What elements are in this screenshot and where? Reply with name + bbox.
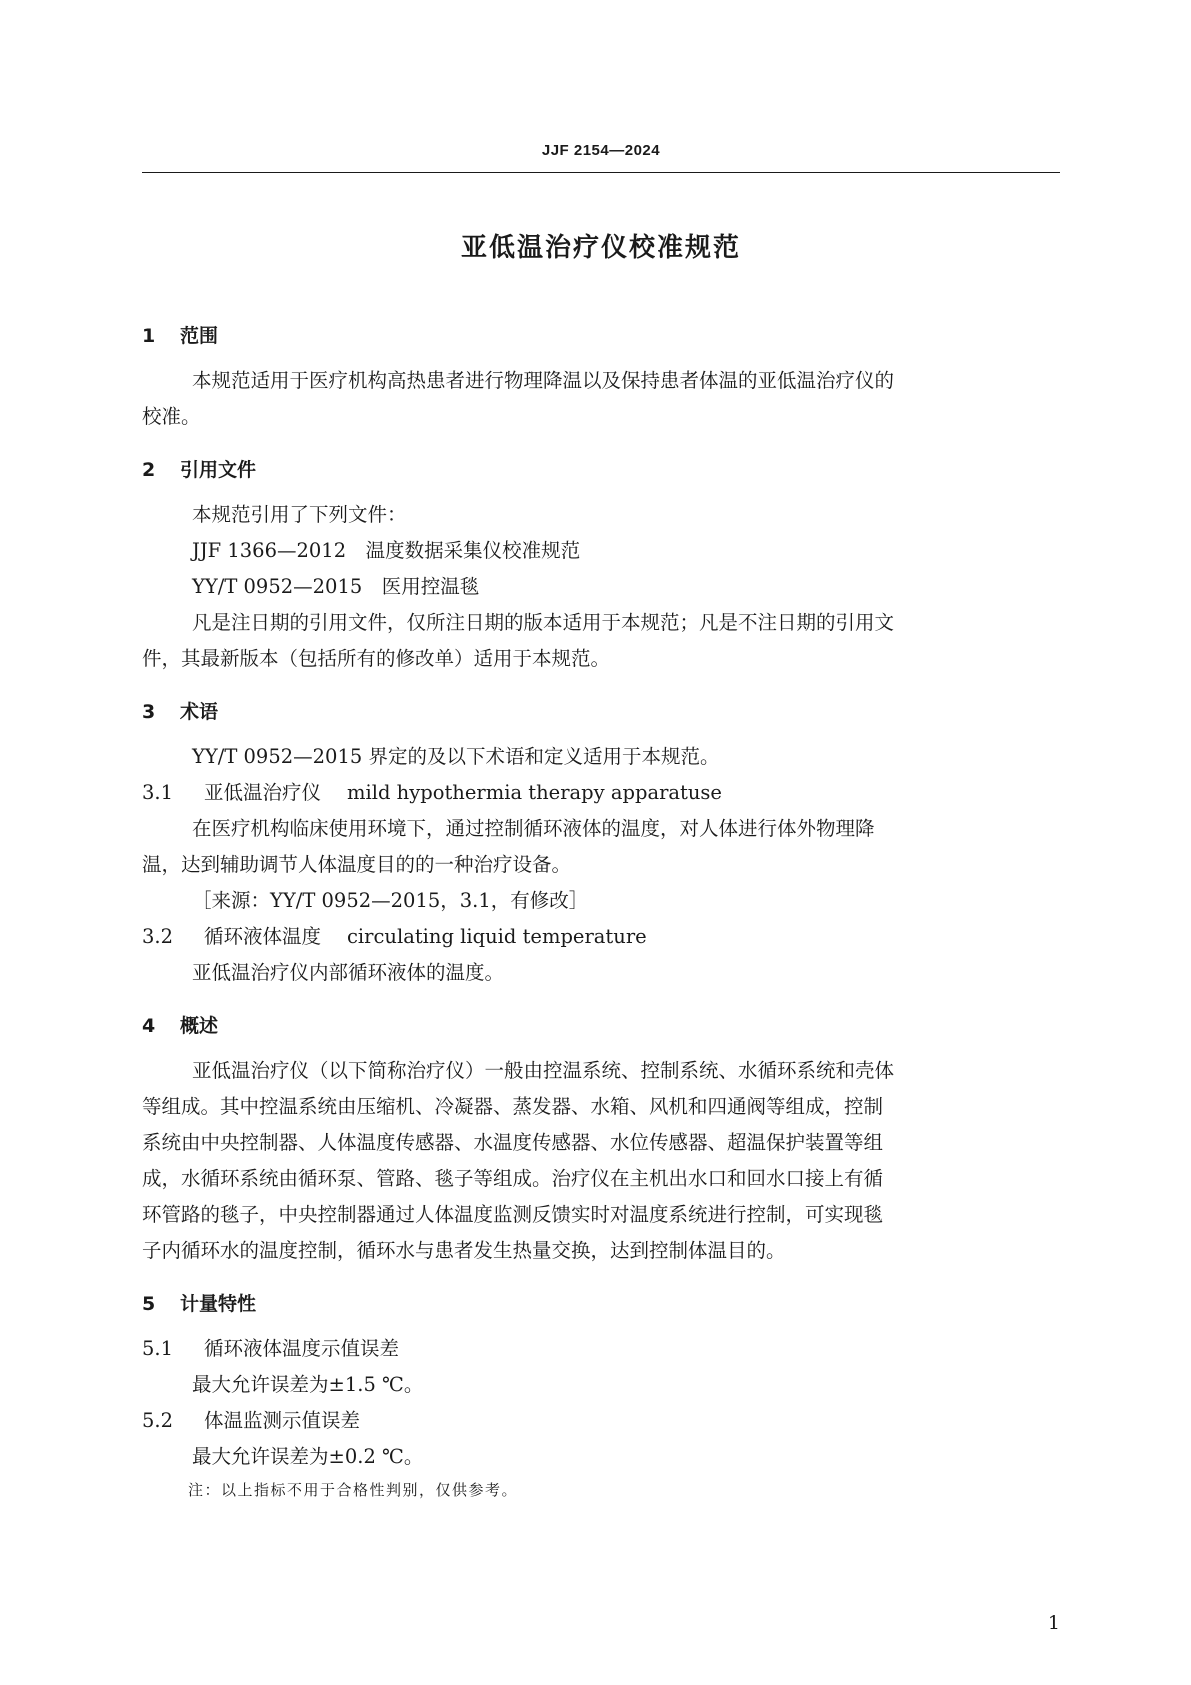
paragraph-line: YY/T 0952—2015 界定的及以下术语和定义适用于本规范。: [192, 745, 720, 768]
paragraph-line: 系统由中央控制器、人体温度传感器、水温度传感器、水位传感器、超温保护装置等组: [142, 1131, 884, 1154]
section-heading-3: [142, 694, 1060, 730]
section-heading-2: [142, 452, 1060, 488]
section-number: 3: [142, 701, 156, 723]
document-title: 亚低温治疗仪校准规范: [460, 233, 741, 263]
section-number: 5: [142, 1293, 156, 1315]
note: 注：以上指标不用于合格性判别，仅供参考。: [188, 1481, 519, 1499]
paragraph-line: 温，达到辅助调节人体温度目的的一种治疗设备。: [142, 853, 572, 876]
paragraph-line: 最大允许误差为±0.2 ℃。: [192, 1445, 424, 1468]
paragraph-line: 在医疗机构临床使用环境下，通过控制循环液体的温度，对人体进行体外物理降: [192, 817, 875, 840]
section-number: 1: [142, 325, 156, 347]
paragraph-line: 凡是注日期的引用文件，仅所注日期的版本适用于本规范；凡是不注日期的引用文: [192, 611, 895, 634]
subsection-heading: [142, 1403, 1060, 1439]
paragraph-line: 等组成。其中控温系统由压缩机、冷凝器、蒸发器、水箱、风机和四通阀等组成，控制: [142, 1095, 884, 1118]
paragraph-line: 件，其最新版本（包括所有的修改单）适用于本规范。: [142, 647, 611, 670]
document-code: JJF 2154—2024: [541, 142, 661, 159]
section-heading-1: [142, 318, 1060, 354]
subsection-title: 循环液体温度示值误差: [204, 1337, 400, 1360]
page-number: 1: [1047, 1612, 1060, 1634]
section-title: 概述: [180, 1015, 219, 1037]
paragraph-line: 最大允许误差为±1.5 ℃。: [192, 1373, 424, 1396]
term-source: ［来源：YY/T 0952—2015，3.1，有修改］: [192, 889, 589, 912]
section-number: 2: [142, 459, 156, 481]
term-entry: [142, 919, 1060, 955]
subsection-title: 体温监测示值误差: [204, 1409, 361, 1432]
term-english: circulating liquid temperature: [347, 925, 647, 948]
paragraph-line: 本规范引用了下列文件：: [192, 503, 407, 526]
section-title: 计量特性: [180, 1293, 257, 1315]
paragraph-line: 环管路的毯子，中央控制器通过人体温度监测反馈实时对温度系统进行控制，可实现毯: [142, 1203, 884, 1226]
term-chinese: 循环液体温度: [204, 925, 322, 948]
subsection-number: 5.2: [142, 1409, 174, 1432]
section-number: 4: [142, 1015, 156, 1037]
section-title: 范围: [180, 325, 219, 347]
term-english: mild hypothermia therapy apparatuse: [347, 781, 722, 804]
term-chinese: 亚低温治疗仪: [204, 781, 322, 804]
section-heading-5: [142, 1286, 1060, 1322]
section-heading-4: [142, 1008, 1060, 1044]
section-title: 引用文件: [180, 459, 257, 481]
term-number: 3.2: [142, 925, 174, 948]
subsection-heading: [142, 1331, 1060, 1367]
paragraph-line: 校准。: [142, 405, 201, 428]
paragraph-line: 成，水循环系统由循环泵、管路、毯子等组成。治疗仪在主机出水口和回水口接上有循: [142, 1167, 884, 1190]
document-body: [142, 318, 1060, 1505]
header-rule: [142, 172, 1060, 173]
term-number: 3.1: [142, 781, 174, 804]
term-entry: [142, 775, 1060, 811]
paragraph-line: 亚低温治疗仪（以下简称治疗仪）一般由控温系统、控制系统、水循环系统和壳体: [192, 1059, 895, 1082]
paragraph-line: 子内循环水的温度控制，循环水与患者发生热量交换，达到控制体温目的。: [142, 1239, 786, 1262]
paragraph-line: 亚低温治疗仪内部循环液体的温度。: [192, 961, 505, 984]
reference-item: JJF 1366—2012 温度数据采集仪校准规范: [192, 539, 581, 562]
section-title: 术语: [180, 701, 219, 723]
subsection-number: 5.1: [142, 1337, 174, 1360]
paragraph-line: 本规范适用于医疗机构高热患者进行物理降温以及保持患者体温的亚低温治疗仪的: [192, 369, 895, 392]
reference-item: YY/T 0952—2015 医用控温毯: [192, 575, 480, 598]
